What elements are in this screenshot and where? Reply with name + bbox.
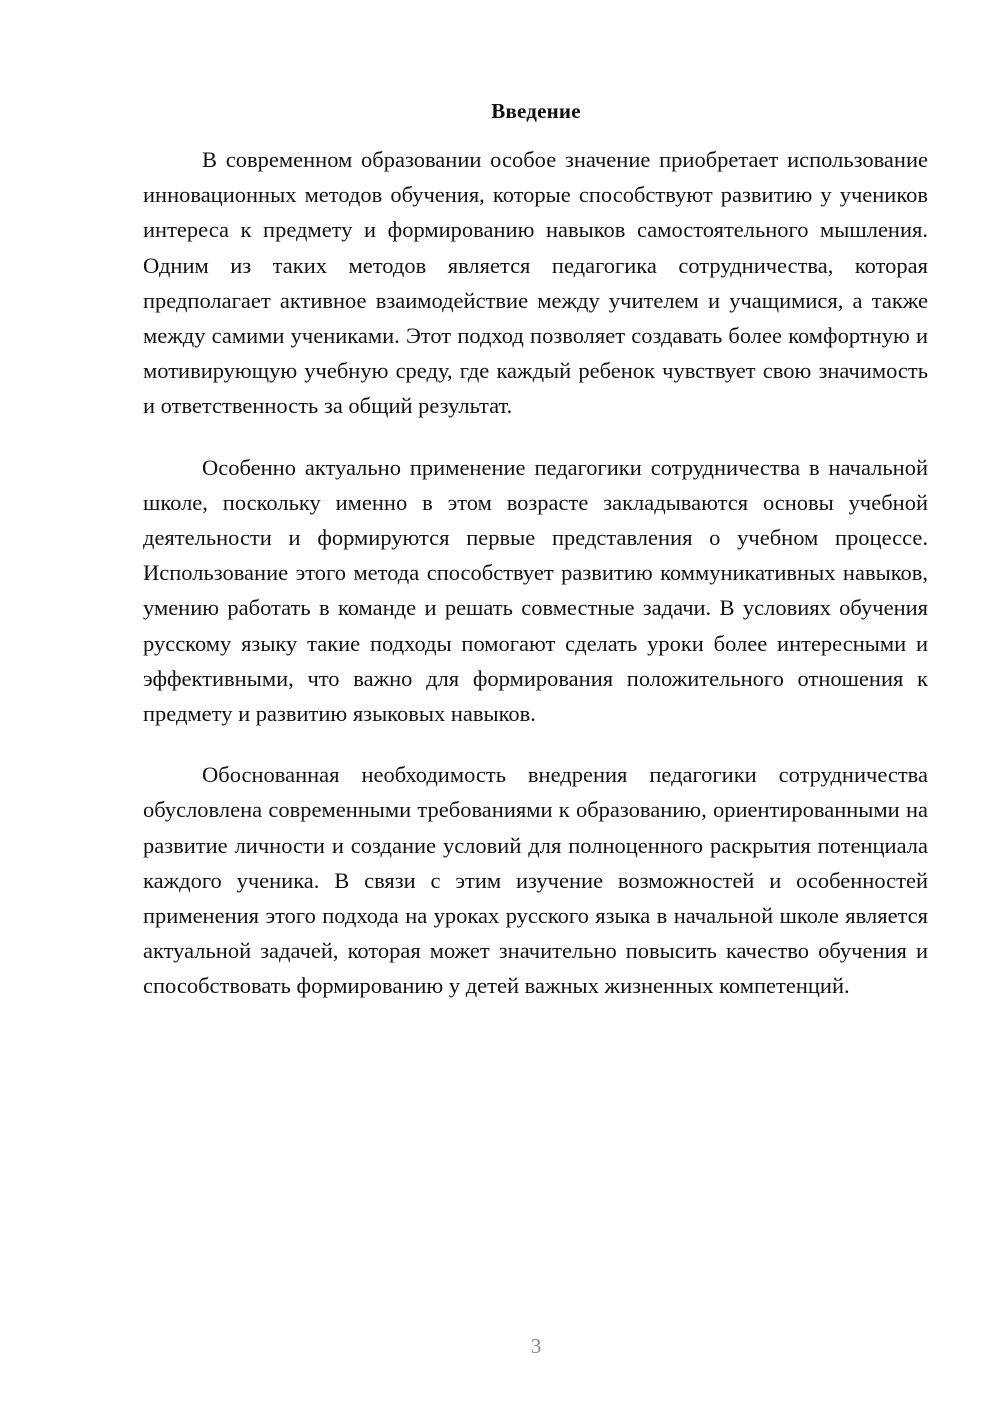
paragraph-1: В современном образовании особое значение приобретает использование инновационных методов обучения, которые способствуют развитию у учеников интереса к предмету и формированию навыков самостоятельного мышления. Одним из таких методов является педагогика сотрудничества, которая предполагает активное взаимодействие между учителем и учащимися, а также между самими учениками. Этот подход позволяет создавать более комфортную и мотивирующую учебную среду, где каждый ребенок чувствует свою значимость и ответственность за общий результат. — [143, 147, 928, 419]
paragraph-2: Особенно актуально применение педагогики сотрудничества в начальной школе, поскольку именно в этом возрасте закладываются основы учебной деятельности и формируются первые представления о учебном процессе. Использование этого метода способствует развитию коммуникативных навыков, умению работать в команде и решать совместные задачи. В условиях обучения русскому языку такие подходы помогают сделать уроки более интересными и эффективными, что важно для формирования положительного отношения к предмету и развитию языковых навыков. — [143, 454, 928, 727]
page-number: 3 — [530, 1334, 542, 1358]
paragraph-3: Обоснованная необходимость внедрения педагогики сотрудничества обусловлена современными требованиями к образованию, ориентированными на развитие личности и создание условий для полноценного раскрытия потенциала каждого ученика. В связи с этим изучение возможностей и особенностей применения этого подхода на уроках русского языка в начальной школе является актуальной задачей, которая может значительно повысить качество обучения и способствовать формированию у детей важных жизненных компетенций. — [143, 762, 928, 999]
section-heading: Введение — [491, 99, 581, 123]
body-text — [143, 142, 928, 1004]
